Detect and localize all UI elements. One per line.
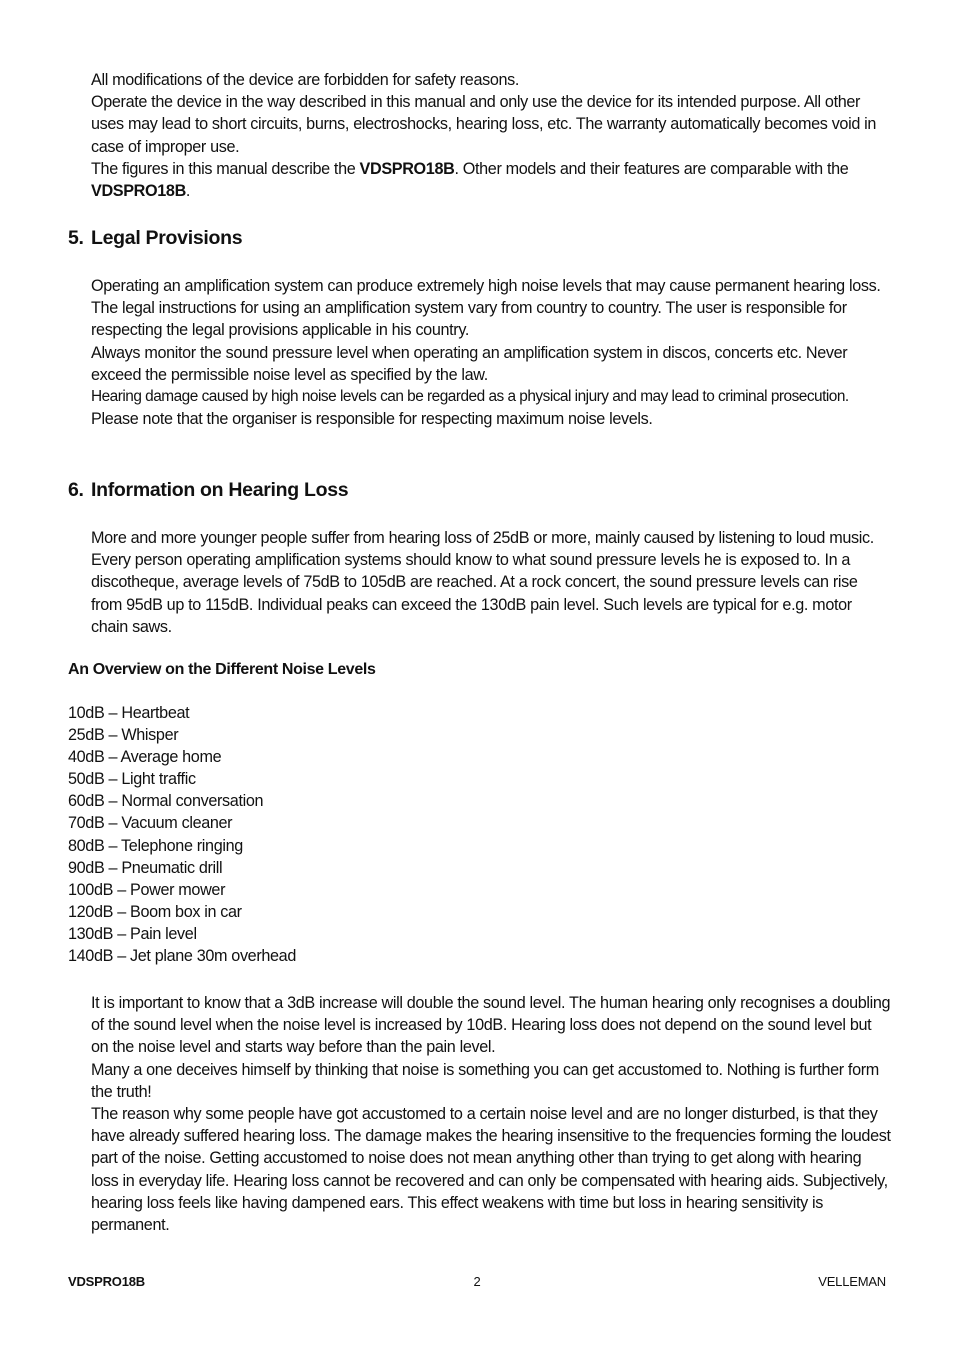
model-name: VDSPRO18B (359, 159, 455, 178)
list-item: 140dB – Jet plane 30m overhead (68, 947, 296, 966)
intro-paragraph-2: Operate the device in the way described in this manual and only use the device for its intended purpose. All other uses may lead to short circuits, burns, electroshocks, hearing loss, etc. The warranty automatically becomes void in case of improper use. (91, 93, 877, 156)
section-6-heading (68, 479, 348, 502)
footer-brand: VELLEMAN (818, 1274, 886, 1289)
list-item: 50dB – Light traffic (68, 770, 196, 789)
page-number: 2 (473, 1274, 481, 1289)
section-5-number: 5. (68, 227, 84, 249)
list-item: 10dB – Heartbeat (68, 704, 190, 722)
intro-paragraph-3 (91, 158, 891, 202)
section-5-paragraph-3: Hearing damage caused by high noise levels can be regarded as a physical injury and may lead to criminal prosecution. (91, 388, 849, 406)
intro-text-c: . (185, 182, 191, 201)
intro-block (91, 69, 891, 202)
list-item: 120dB – Boom box in car (68, 902, 242, 921)
noise-level-list (68, 702, 296, 967)
list-item: 100dB – Power mower (68, 880, 226, 899)
list-item: 40dB – Average home (68, 748, 222, 767)
section-5-paragraph-2: Always monitor the sound pressure level when operating an amplification system in discos, concerts etc. Never exceed the permissible noise level as specified by the law. (91, 343, 848, 384)
section-6-paragraph-3: Many a one deceives himself by thinking that noise is something you can get accustomed to. Nothing is further form the truth! (91, 1060, 879, 1101)
intro-text-a: The figures in this manual describe the (91, 159, 360, 178)
section-5-paragraph-1: Operating an amplification system can produce extremely high noise levels that may cause permanent hearing loss. The legal instructions for using an amplification system vary from country to country. The user is responsible for respecting the legal provisions applicable in his country. (91, 277, 881, 340)
section-6-paragraph-1: More and more younger people suffer from hearing loss of 25dB or more, mainly caused by listening to loud music. Every person operating amplification systems should know to what sound pressure levels he is exposed to. In a discotheque, average levels of 75dB to 105dB are reached. At a rock concert, the sound pressure levels can rise from 95dB up to 115dB. Individual peaks can exceed the 130dB pain level. Such levels are typical for e.g. motor chain saws. (91, 529, 874, 636)
list-item: 90dB – Pneumatic drill (68, 858, 223, 877)
list-item: 130dB – Pain level (68, 924, 197, 943)
model-name-2: VDSPRO18B (91, 182, 186, 201)
section-6-paragraph-4: The reason why some people have got accustomed to a certain noise level and are no longer disturbed, is that they have already suffered hearing loss. The damage makes the hearing insensitive to the frequencies forming the loudest part of the noise. Getting accustomed to noise does not mean anything other than trying to get along with hearing loss in everyday life. Hearing loss cannot be recovered and can only be compensated with hearing aids. Subjectively, hearing loss feels like having dampened ears. This effect weakens with time but loss in hearing sensitivity is permanent. (91, 1105, 891, 1235)
list-item: 25dB – Whisper (68, 726, 179, 745)
intro-text-b: . Other models and their features are comparable with the (454, 159, 849, 178)
list-item: 60dB – Normal conversation (68, 792, 264, 811)
section-5-body (91, 275, 891, 430)
section-6-body-1 (91, 527, 891, 638)
section-6-title: Information on Hearing Loss (91, 479, 349, 501)
list-item: 70dB – Vacuum cleaner (68, 814, 233, 833)
section-6-number: 6. (68, 479, 84, 501)
section-6-body-2 (91, 992, 891, 1236)
section-5-heading (68, 227, 242, 250)
section-5-paragraph-4: Please note that the organiser is responsible for respecting maximum noise levels. (91, 410, 653, 429)
list-item: 80dB – Telephone ringing (68, 836, 243, 855)
footer-model: VDSPRO18B (68, 1274, 145, 1289)
noise-overview-title: An Overview on the Different Noise Levels (68, 661, 376, 678)
section-6-paragraph-2: It is important to know that a 3dB increase will double the sound level. The human hearing only recognises a doubling of the sound level when the noise level is increased by 10dB. Hearing loss does not depend on the sound level but on the noise level and starts way before than the pain level. (91, 994, 891, 1057)
section-5-title: Legal Provisions (91, 227, 243, 249)
intro-paragraph-1: All modifications of the device are forbidden for safety reasons. (91, 71, 520, 89)
